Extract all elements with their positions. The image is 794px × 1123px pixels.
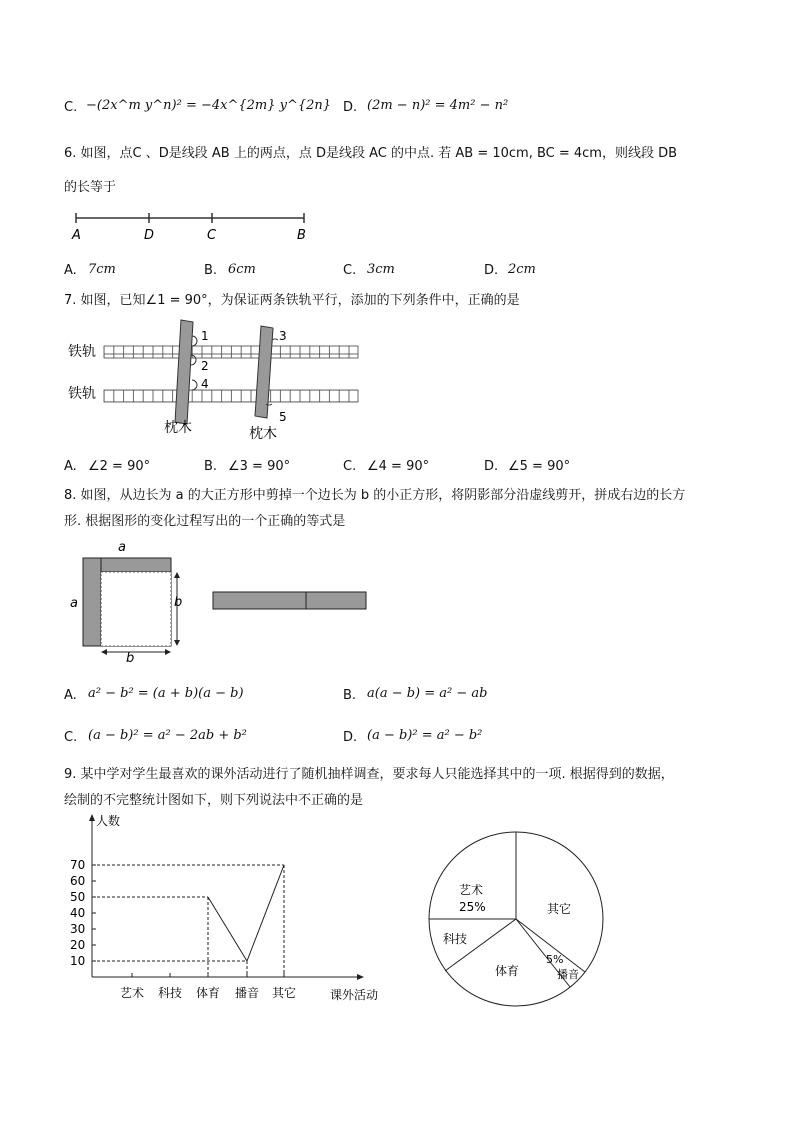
q7-stem: 7. 如图，已知∠1 = 90°，为保证两条铁轨平行，添加的下列条件中，正确的是 — [64, 293, 520, 308]
q6-option-d-text: 2cm — [508, 262, 536, 277]
q6-segment-figure — [64, 208, 324, 248]
y-tick-label: 70 — [70, 858, 86, 872]
angle-label-4: 4 — [201, 377, 209, 391]
rail-top — [104, 346, 358, 358]
angle-label-2: 2 — [201, 359, 209, 373]
y-tick-label: 40 — [70, 906, 86, 920]
q6-option-a-text: 7cm — [88, 262, 116, 277]
point-label-c: C — [207, 228, 217, 243]
point-label-d: D — [144, 228, 155, 243]
q5-option-c-label: C. — [64, 100, 78, 115]
q7-option-c-text: ∠4 = 90° — [367, 459, 430, 474]
q6-stem-line2: 的长等于 — [64, 180, 117, 195]
x-tick-label: 科技 — [158, 986, 183, 1000]
pie-label-art: 艺术 — [459, 883, 484, 897]
q6-option-a-label: A. — [64, 263, 77, 278]
x-axis-arrow — [357, 974, 364, 980]
x-axis-title: 课外活动 — [330, 988, 379, 1002]
q5-option-d-label: D. — [343, 100, 358, 115]
q5-option-c-expr: −(2x^m y^n)² = −4x^{2m} y^{2n} — [86, 98, 332, 113]
q7-option-a-label: A. — [64, 459, 77, 474]
q8-option-d-text: (a − b)² = a² − b² — [367, 728, 483, 743]
q8-option-c-text: (a − b)² = a² − 2ab + b² — [88, 728, 247, 743]
sleeper-label-right: 枕木 — [249, 426, 277, 442]
q8-option-c-label: C. — [64, 730, 78, 745]
q8-option-d-label: D. — [343, 730, 358, 745]
pie-label-science: 科技 — [443, 932, 468, 946]
q6-option-b-text: 6cm — [228, 262, 256, 277]
q8-square-figure — [64, 538, 384, 663]
y-tick-label: 50 — [70, 890, 86, 904]
q9-line-chart — [64, 810, 394, 1010]
q6-option-b-label: B. — [204, 263, 218, 278]
angle-arc-3 — [272, 339, 278, 340]
y-tick-label: 20 — [70, 938, 86, 952]
q8-option-a-label: A. — [64, 688, 77, 703]
q7-rail-figure — [64, 318, 374, 443]
q6-stem-line1: 6. 如图，点C 、D是线段 AB 上的两点，点 D是线段 AC 的中点. 若 AB = 10cm, BC = 4cm，则线段 DB — [64, 146, 678, 161]
series-line — [208, 865, 284, 961]
pie-label-sports: 体育 — [495, 964, 520, 978]
y-tick-label: 30 — [70, 922, 86, 936]
shaded-strip-vertical — [83, 558, 101, 646]
q9-pie-chart — [425, 815, 610, 1010]
q6-option-c-text: 3cm — [367, 262, 395, 277]
y-axis-title: 人数 — [96, 814, 121, 828]
q6-option-c-label: C. — [343, 263, 357, 278]
y-tick-label: 10 — [70, 954, 86, 968]
rail-label-bottom: 铁轨 — [68, 386, 96, 402]
point-label-b: B — [297, 228, 306, 243]
angle-label-3: 3 — [279, 329, 287, 343]
angle-arc-5 — [266, 404, 272, 405]
rail-label-top: 铁轨 — [68, 344, 96, 360]
q8-stem-line1: 8. 如图，从边长为 a 的大正方形中剪掉一个边长为 b 的小正方形，将阴影部分沿虚线剪开，拼成右边的长方 — [64, 488, 686, 503]
q8-option-b-label: B. — [343, 688, 357, 703]
sleeper-label-left: 枕木 — [164, 420, 192, 436]
pie-label-other: 其它 — [547, 902, 572, 916]
angle-label-1: 1 — [201, 329, 209, 343]
angle-label-5: 5 — [279, 410, 287, 424]
x-tick-label: 艺术 — [120, 986, 145, 1000]
angle-arc-4 — [192, 380, 197, 390]
q8-option-a-text: a² − b² = (a + b)(a − b) — [88, 686, 244, 701]
q7-option-d-text: ∠5 = 90° — [508, 459, 571, 474]
shaded-strip-horizontal — [101, 558, 171, 572]
q7-option-c-label: C. — [343, 459, 357, 474]
q7-option-b-label: B. — [204, 459, 218, 474]
result-rectangle — [213, 592, 366, 609]
pie-label-art-pct: 25% — [459, 900, 486, 914]
pie-label-broadcast: 播音 — [557, 968, 579, 981]
q9-stem-line2: 绘制的不完整统计图如下，则下列说法中不正确的是 — [64, 793, 364, 808]
point-label-a: A — [72, 228, 81, 243]
q8-option-b-text: a(a − b) = a² − ab — [367, 686, 488, 701]
q8-stem-line2: 形. 根据图形的变化过程写出的一个正确的等式是 — [64, 514, 346, 529]
x-tick-label: 其它 — [272, 986, 297, 1000]
sleeper-right — [255, 326, 273, 418]
small-square-dashed — [101, 572, 171, 646]
rail-bottom — [104, 390, 358, 402]
sleeper-left — [175, 320, 193, 424]
q7-option-d-label: D. — [484, 459, 499, 474]
label-a-left: a — [70, 596, 78, 611]
y-tick-label: 60 — [70, 874, 86, 888]
x-tick-label: 播音 — [235, 986, 260, 1000]
angle-arc-1 — [192, 336, 197, 346]
q7-option-a-text: ∠2 = 90° — [88, 459, 151, 474]
q5-option-d-expr: (2m − n)² = 4m² − n² — [367, 98, 509, 113]
x-tick-label: 体育 — [196, 986, 221, 1000]
pie-label-broadcast-pct: 5% — [546, 953, 564, 966]
label-b-bottom: b — [126, 651, 135, 663]
q9-stem-line1: 9. 某中学对学生最喜欢的课外活动进行了随机抽样调查，要求每人只能选择其中的一项. 根据得到的数据， — [64, 767, 674, 782]
q6-option-d-label: D. — [484, 263, 499, 278]
label-a-top: a — [118, 540, 126, 555]
label-b-right: b — [174, 595, 183, 610]
q7-option-b-text: ∠3 = 90° — [228, 459, 291, 474]
y-axis-arrow — [89, 814, 95, 821]
